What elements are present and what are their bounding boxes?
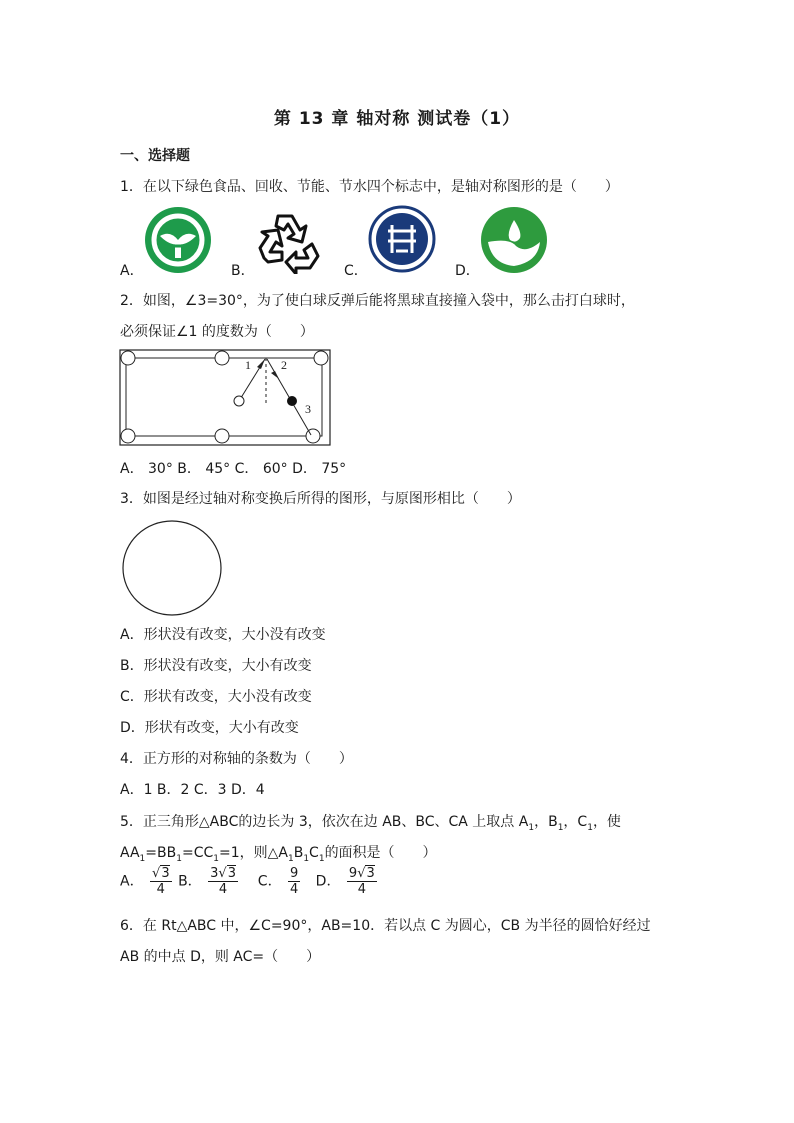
circle-figure [121, 519, 223, 617]
question-2-line-1: 2．如图，∠3=30°，为了使白球反弹后能将黑球直接撞入袋中，那么击打白球时， [120, 293, 635, 309]
angle-1-label: 1 [245, 358, 251, 372]
white-ball [234, 396, 244, 406]
question-6-line-2: AB 的中点 D，则 AC=（ ） [120, 949, 321, 965]
pocket-top-right [314, 351, 328, 365]
green-food-logo-icon [144, 206, 212, 274]
question-5-line-1: 5．正三角形△ABC的边长为 3，依次在边 AB、BC、CA 上取点 $A_1$，$B_1$，$C_1$，使 [120, 814, 621, 833]
question-2-options: A． 30° B． 45° C． 60° D． 75° [120, 461, 347, 477]
option-b-fraction: $\frac{3√3}{4}$ [210, 866, 236, 897]
water-saving-logo-icon [480, 206, 548, 274]
pocket-bottom-left [121, 429, 135, 443]
option-d-fraction: $\frac{9√3}{4}$ [348, 866, 375, 897]
angle-3-label: 3 [305, 402, 311, 416]
black-ball [287, 396, 297, 406]
q1-option-b-label: B． [231, 263, 255, 279]
option-c-fraction: $\frac{9}{4}$ [290, 866, 299, 897]
question-1-stem: 1．在以下绿色食品、回收、节能、节水四个标志中，是轴对称图形的是（ ） [120, 179, 619, 195]
q1-option-d-label: D． [455, 263, 480, 279]
question-3-option-a: A．形状没有改变，大小没有改变 [120, 627, 326, 643]
recycle-logo-icon [256, 208, 324, 274]
question-3-option-c: C．形状有改变，大小没有改变 [120, 689, 312, 705]
angle-2-label: 2 [281, 358, 287, 372]
question-5-options: A． $\frac{√3}{4}$ B． $\frac{3√3}{4}$ C． $\frac{9}{4}$ D． $\frac{9√3}{4}$ [120, 866, 375, 897]
q1-option-c-label: C． [344, 263, 368, 279]
question-3-option-d: D．形状有改变，大小有改变 [120, 720, 299, 736]
question-2-line-2: 必须保证∠1 的度数为（ ） [120, 324, 314, 340]
energy-saving-logo-icon [368, 205, 436, 273]
pocket-top-middle [215, 351, 229, 365]
page-title: 第 13 章 轴对称 测试卷（1） [273, 109, 521, 129]
q1-option-a-label: A． [120, 263, 144, 279]
billiard-table-figure [119, 349, 331, 446]
question-3-stem: 3．如图是经过轴对称变换后所得的图形，与原图形相比（ ） [120, 491, 521, 507]
option-a-fraction: $\frac{√3}{4}$ [152, 866, 170, 897]
section-heading: 一、选择题 [120, 148, 190, 164]
question-3-option-b: B．形状没有改变，大小有改变 [120, 658, 312, 674]
pocket-top-left [121, 351, 135, 365]
pocket-bottom-middle [215, 429, 229, 443]
question-4-options: A．1 B．2 C．3 D．4 [120, 782, 265, 798]
question-4-stem: 4．正方形的对称轴的条数为（ ） [120, 751, 353, 767]
pocket-bottom-right [306, 429, 320, 443]
question-6-line-1: 6．在 Rt△ABC 中，∠C=90°，AB=10．若以点 C 为圆心，CB 为半径的圆恰好经过 [120, 918, 651, 934]
question-5-line-2: $AA_1=BB_1=CC_1=1$，则$\triangle A_1B_1C_1$的面积是（ ） [120, 845, 437, 864]
